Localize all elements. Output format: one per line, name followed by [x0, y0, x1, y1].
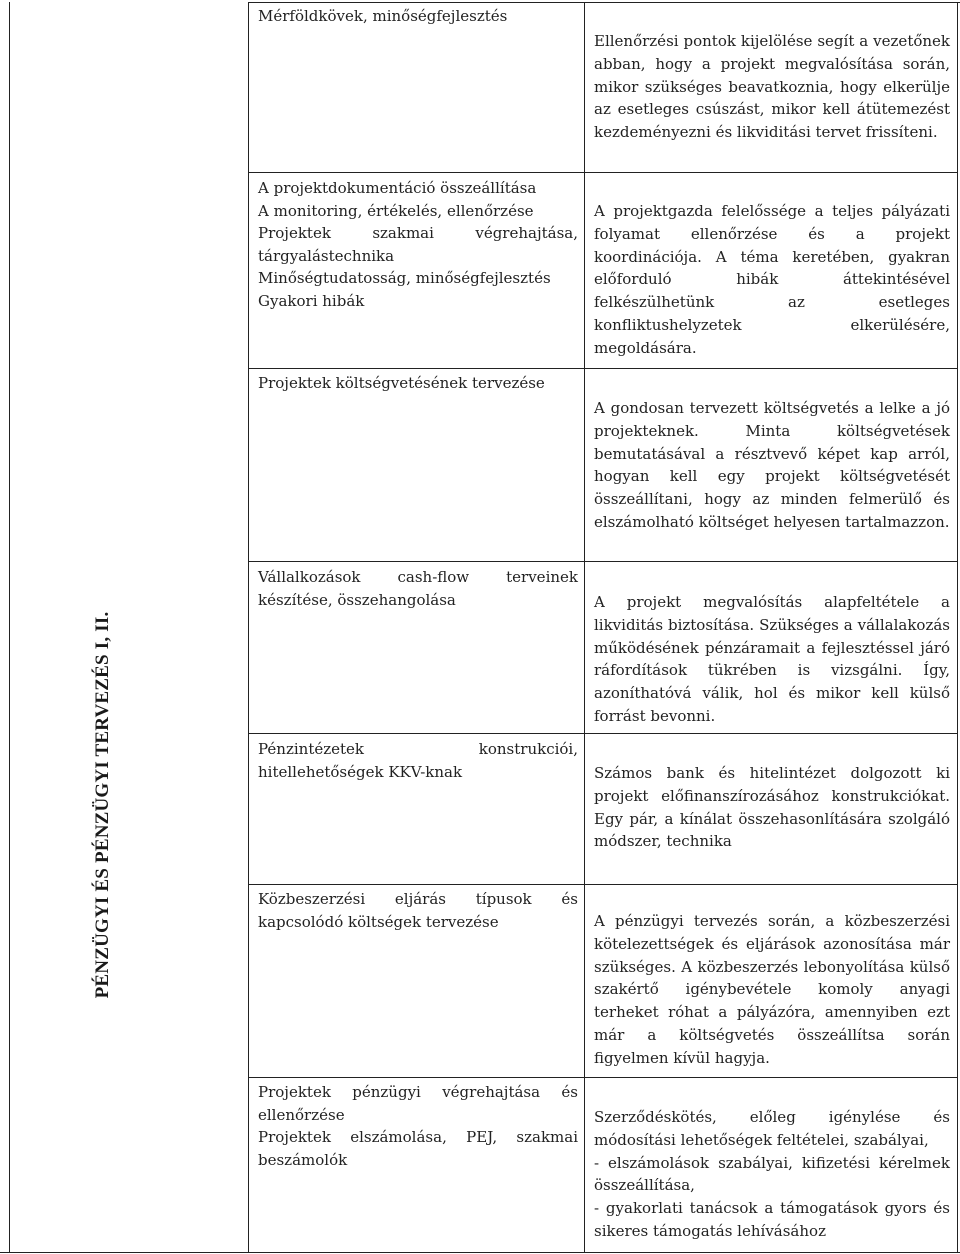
topic-item: Projektek elszámolása, PEJ, szakmai beszámolók — [258, 1128, 578, 1169]
topic-item: Minőségtudatosság, minőségfejlesztés — [258, 269, 551, 287]
topic-item: Pénzintézetek konstrukciói, hitellehetőségek KKV-knak — [258, 740, 578, 781]
topic-item: A projektdokumentáció összeállítása — [258, 179, 537, 197]
section-title-vertical: PÉNZÜGYI ÉS PÉNZÜGYI TERVEZÉS I, II. — [92, 611, 113, 999]
row-6-topics — [258, 888, 578, 933]
description-line: - gyakorlati tanácsok a támogatások gyors és sikeres támogatás lehívásához — [594, 1199, 950, 1240]
row-6-description: A pénzügyi tervezés során, a közbeszerzési kötelezettségek és eljárások azonosítása már szükséges. A közbeszerzés lebonyolítása külső szakértő igénybevétele komoly anyagi terheket róhat a pályázóra, amennyiben ezt már a költségvetés összeállítsa során figyelmen kívül hagyja. — [594, 912, 950, 1067]
table-top-border — [248, 2, 960, 3]
col-divider-1 — [248, 2, 249, 1253]
topic-item: Mérföldkövek, minőségfejlesztés — [258, 7, 508, 25]
left-border — [9, 2, 10, 1253]
row-1-topics — [258, 5, 578, 28]
row-divider-5 — [248, 884, 958, 885]
row-5-description: Számos bank és hitelintézet dolgozott ki projekt előfinanszírozásához konstrukciókat. Egy pár, a kínálat összehasonlítására szolgáló módszer, technika — [594, 764, 950, 851]
topic-item: Projektek szakmai végrehajtása, tárgyalástechnika — [258, 224, 578, 265]
row-4-description: A projekt megvalósítás alapfeltétele a likviditás biztosítása. Szükséges a vállalakozás működésének pénzáramait a fejlesztéssel járó ráfordítások tükrében is vizsgálni. Így, azoníthatóvá válik, hol és mikor kell külső forrást bevonni. — [594, 593, 950, 725]
row-4-topics — [258, 566, 578, 611]
row-5-topics — [258, 738, 578, 783]
row-1-description: Ellenőrzési pontok kijelölése segít a vezetőnek abban, hogy a projekt megvalósítása során, mikor szükséges beavatkoznia, hogy elkerülje az esetleges csúszást, mikor kell átütemezést kezdeményezni és likviditási tervet frissíteni. — [594, 32, 950, 142]
topic-item: Projektek pénzügyi végrehajtása és ellenőrzése — [258, 1083, 578, 1124]
topic-item: Vállalkozások cash-flow terveinek készítése, összehangolása — [258, 568, 578, 609]
row-7-description — [594, 1106, 950, 1243]
topic-item: Közbeszerzési eljárás típusok és kapcsolódó költségek tervezése — [258, 890, 578, 931]
row-3-topics — [258, 372, 578, 395]
row-divider-6 — [248, 1077, 958, 1078]
row-divider-1 — [248, 172, 958, 173]
table-bottom-border — [0, 1252, 960, 1253]
row-divider-3 — [248, 561, 958, 562]
topic-item: A monitoring, értékelés, ellenőrzése — [258, 201, 534, 220]
col-divider-2 — [584, 2, 585, 1253]
row-2-description: A projektgazda felelőssége a teljes pályázati folyamat ellenőrzése és a projekt koordinációja. A téma keretében, gyakran előforduló hibák áttekintésével felkészülhetünk az esetleges konfliktushelyzetek elkerülésére, megoldására. — [594, 202, 950, 357]
row-divider-4 — [248, 733, 958, 734]
topic-item: Projektek költségvetésének tervezése — [258, 374, 545, 392]
description-line: Szerződéskötés, előleg igénylése és módosítási lehetőségek feltételei, szabályai, — [594, 1108, 950, 1149]
row-7-topics — [258, 1081, 578, 1171]
row-3-description: A gondosan tervezett költségvetés a lelke a jó projekteknek. Minta költségvetések bemutatásával a résztvevő képet kap arról, hogyan kell egy projekt költségvetését összeállítani, hogy az minden felmerülő és elszámolható költséget helyesen tartalmazzon. — [594, 399, 950, 531]
row-2-topics — [258, 177, 578, 312]
topic-item: Gyakori hibák — [258, 291, 365, 310]
row-divider-2 — [248, 368, 958, 369]
right-border — [957, 2, 958, 1253]
description-line: - elszámolások szabályai, kifizetési kérelmek összeállítása, — [594, 1153, 950, 1195]
